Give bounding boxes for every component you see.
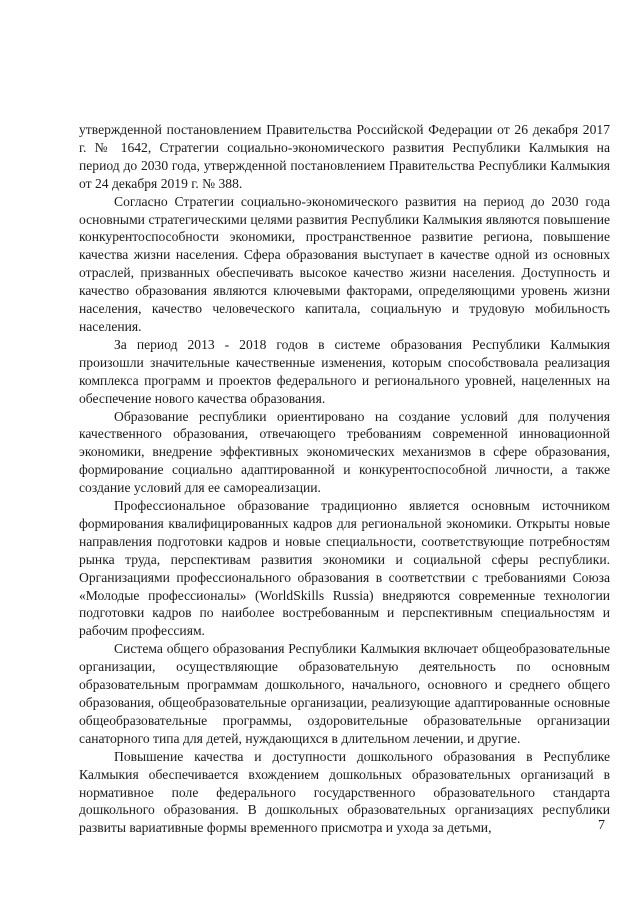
paragraph-education-orientation: Образование республики ориентировано на создание условий для получения качественного образования, отвечающего требованиям современной инновационной экономики, внедрение эффективных экономических механизмов в сфере образования, формирование социально адаптированной и конкурентоспособной личности, а также создание условий для ее самореализации. <box>79 408 610 496</box>
paragraph-professional-education: Профессиональное образование традиционно является основным источником формирования квалифицированных кадров для региональной экономики. Открыты новые направления подготовки кадров и новые специальности, соответствующие потребностям рынка труда, перспективам развития экономики и социальной сферы республики. Организациями профессионального образования в соответствии с требованиями Союза «Молодые профессионалы» (WorldSkills Russia) внедряются современные технологии подготовки кадров по наиболее востребованным и перспективным специальностям и рабочим профессиям. <box>79 498 610 639</box>
paragraph-continuation: утвержденной постановлением Правительства Российской Федерации от 26 декабря 2017 г. № 1642, Стратегии социально-экономического развития Республики Калмыкия на период до 2030 года, утвержденной постановлением Правительства Республики Калмыкия от 24 декабря 2019 г. № 388. <box>79 122 610 191</box>
page-number: 7 <box>598 818 605 833</box>
paragraph-preschool-education: Повышение качества и доступности дошкольного образования в Республике Калмыкия обеспечивается вхождением дошкольных образовательных организаций в нормативное поле федерального государственного образовательного стандарта дошкольного образования. В дошкольных образовательных организациях республики развиты вариативные формы временного присмотра и ухода за детьми, <box>79 748 610 836</box>
paragraph-period-changes: За период 2013 - 2018 годов в системе образования Республики Калмыкия произошли значительные качественные изменения, которым способствовала реализация комплекса программ и проектов федерального и регионального уровней, нацеленных на обеспечение нового качества образования. <box>79 336 610 406</box>
paragraph-strategy-goals: Согласно Стратегии социально-экономического развития на период до 2030 года основными стратегическими целями развития Республики Калмыкия являются повышение конкурентоспособности экономики, пространственное развитие региона, повышение качества жизни населения. Сфера образования выступает в качестве одной из основных отраслей, призванных обеспечивать высокое качество жизни населения. Доступность и качество образования являются ключевыми факторами, определяющими уровень жизни населения, качество человеческого капитала, социальную и трудовую мобильность населения. <box>79 193 610 334</box>
document-body <box>79 121 610 837</box>
paragraph-general-education-system: Система общего образования Республики Калмыкия включает общеобразовательные организации, осуществляющие образовательную деятельность по основным образовательным программам дошкольного, начального, основного и среднего общего образования, общеобразовательные организации, реализующие адаптированные основные общеобразовательные программы, оздоровительные образовательные организации санаторного типа для детей, нуждающихся в длительном лечении, и другие. <box>79 641 610 746</box>
